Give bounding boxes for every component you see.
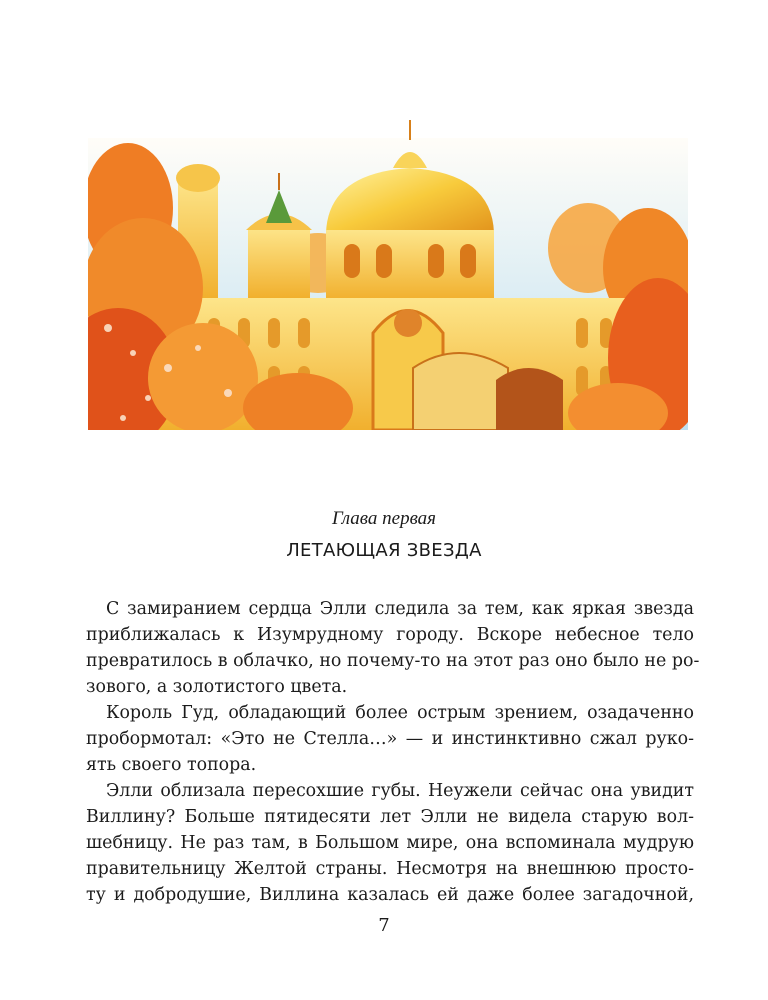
text-line: приближалась к Изумрудному городу. Вскоре небесное тело bbox=[86, 625, 694, 645]
paragraph bbox=[86, 700, 694, 778]
text-line: С замиранием сердца Элли следила за тем, как яркая звезда bbox=[106, 599, 694, 619]
body-text bbox=[86, 596, 700, 908]
page-number: 7 bbox=[378, 915, 390, 936]
text-line: ять своего топора. bbox=[86, 755, 257, 775]
chapter-title: ЛЕТАЮЩАЯ ЗВЕЗДА bbox=[286, 540, 482, 561]
text-line: пробормотал: «Это не Стелла…» — и инстинктивно сжал руко- bbox=[86, 729, 694, 749]
text-line: правительницу Желтой страны. Несмотря на внешнюю просто- bbox=[86, 859, 694, 879]
text-line: зового, а золотистого цвета. bbox=[86, 677, 348, 697]
text-line: Виллину? Больше пятидесяти лет Элли не видела старую вол- bbox=[86, 807, 694, 827]
text-line: Король Гуд, обладающий более острым зрением, озадаченно bbox=[106, 703, 694, 723]
text-line: превратилось в облачко, но почему-то на этот раз оно было не ро- bbox=[86, 651, 700, 671]
chapter-label: Глава первая bbox=[331, 508, 437, 529]
text-line: шебницу. Не раз там, в Большом мире, она вспоминала мудрую bbox=[86, 833, 694, 853]
chapter-illustration bbox=[88, 118, 688, 430]
text-line: Элли облизала пересохшие губы. Неужели сейчас она увидит bbox=[106, 781, 694, 801]
text-line: ту и добродушие, Виллина казалась ей даже более загадочной, bbox=[86, 885, 694, 905]
paragraph bbox=[86, 596, 700, 700]
paragraph bbox=[86, 778, 694, 908]
